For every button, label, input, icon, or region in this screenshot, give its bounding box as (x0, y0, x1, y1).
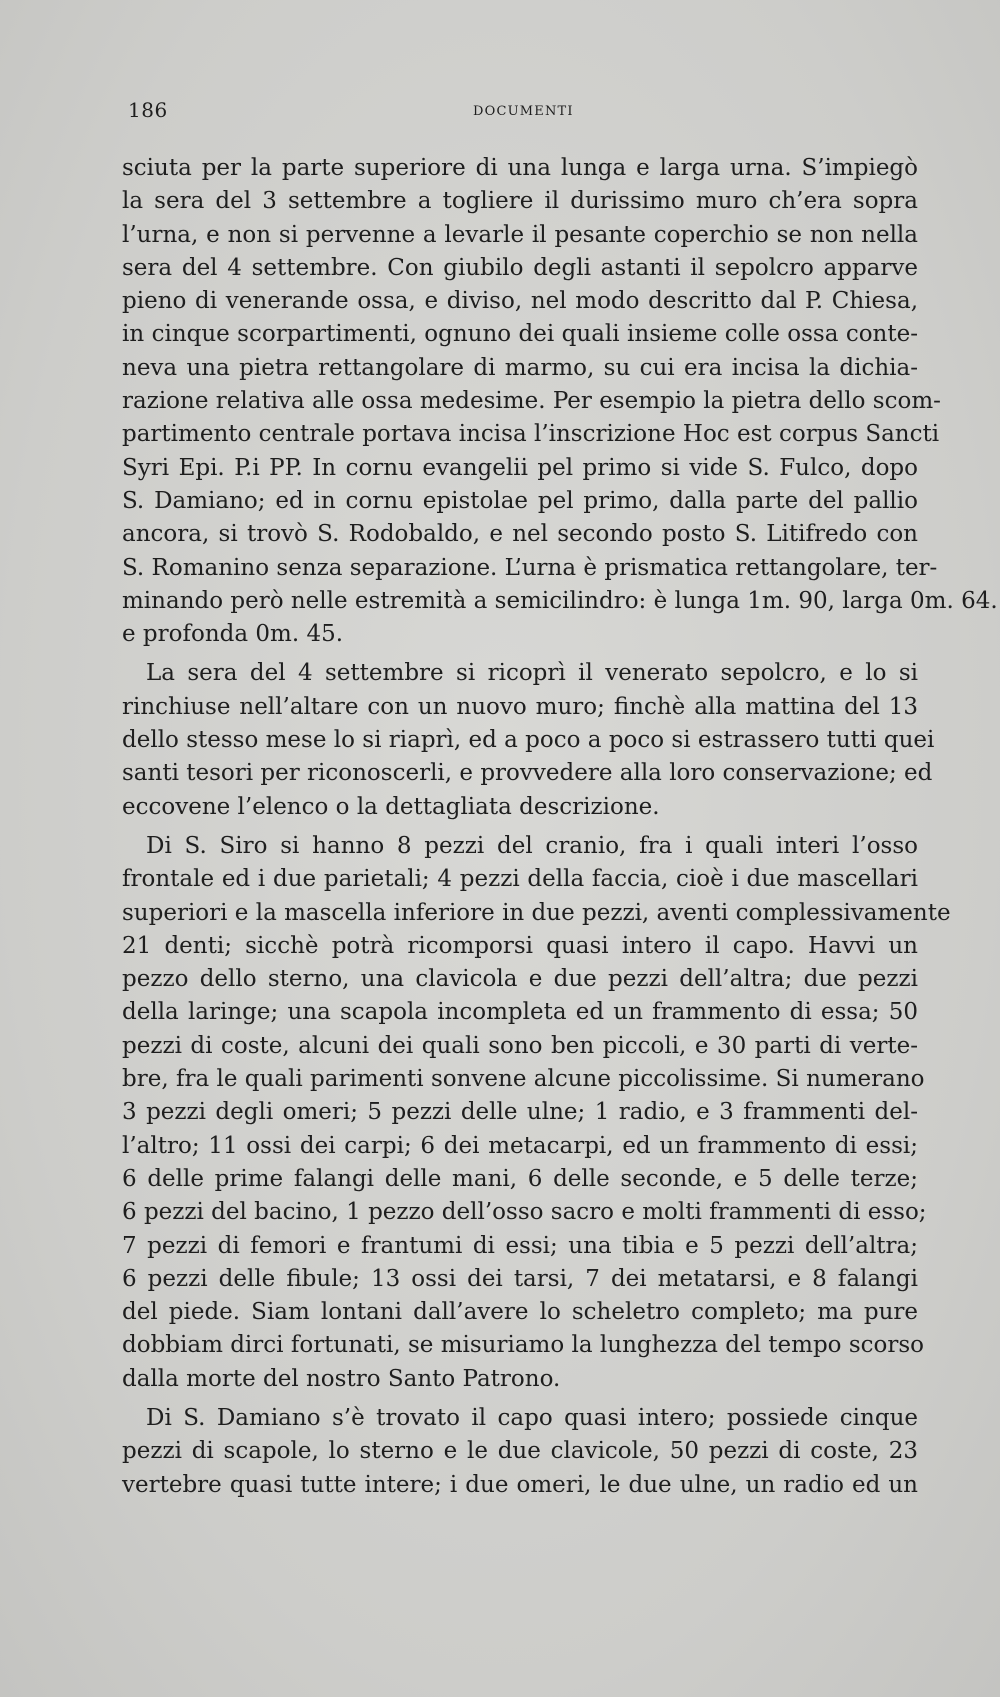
text-line: santi tesori per riconoscerli, e provvedere alla loro conservazione; ed (122, 760, 933, 787)
text-line: dalla morte del nostro Santo Patrono. (122, 1365, 561, 1392)
text-line: S. Romanino senza separazione. L’urna è prismatica rettangolare, ter- (122, 554, 938, 581)
text-line: l’urna, e non si pervenne a levarle il pesante coperchio se non nella (122, 221, 918, 248)
text-line: Di S. Siro si hanno 8 pezzi del cranio, fra i quali interi l’osso (146, 832, 918, 859)
paragraph-3 (122, 830, 951, 1396)
text-line: pezzi di scapole, lo sterno e le due clavicole, 50 pezzi di coste, 23 (122, 1438, 918, 1465)
text-line: eccovene l’elenco o la dettagliata descrizione. (122, 793, 660, 820)
text-line: ancora, si trovò S. Rodobaldo, e nel secondo posto S. Litifredo con (122, 521, 918, 548)
text-line: e profonda 0m. 45. (122, 621, 344, 648)
text-line: sciuta per la parte superiore di una lunga e larga urna. S’impiegò (122, 155, 918, 181)
text-line: 7 pezzi di femori e frantumi di essi; una tibia e 5 pezzi dell’altra; (122, 1232, 918, 1259)
page-number: 186 (128, 98, 168, 122)
text-line: pezzo dello sterno, una clavicola e due pezzi dell’altra; due pezzi (122, 966, 918, 993)
text-line: 6 pezzi delle fibule; 13 ossi dei tarsi, 7 dei metatarsi, e 8 falangi (122, 1265, 918, 1292)
running-head: DOCUMENTI (473, 104, 574, 119)
text-line: dello stesso mese lo si riaprì, ed a poco a poco si estrassero tutti quei (122, 727, 935, 754)
text-line: bre, fra le quali parimenti sonvene alcune piccolissime. Si numerano (122, 1066, 925, 1093)
text-line: minando però nelle estremità a semicilindro: è lunga 1m. 90, larga 0m. 64. (122, 587, 998, 614)
page-header (128, 98, 908, 128)
text-line: la sera del 3 settembre a togliere il durissimo muro ch’era sopra (122, 188, 918, 215)
paragraph-2 (122, 657, 935, 823)
text-line: La sera del 4 settembre si ricoprì il venerato sepolcro, e lo si (146, 660, 918, 687)
text-line: frontale ed i due parietali; 4 pezzi della faccia, cioè i due mascellari (122, 866, 918, 893)
text-line: Syri Epi. P.i PP. In cornu evangelii pel primo si vide S. Fulco, dopo (122, 454, 918, 481)
text-line: l’altro; 11 ossi dei carpi; 6 dei metacarpi, ed un frammento di essi; (122, 1132, 918, 1159)
text-line: neva una pietra rettangolare di marmo, su cui era incisa la dichia- (122, 354, 918, 381)
text-line: pieno di venerande ossa, e diviso, nel modo descritto dal P. Chiesa, (122, 288, 918, 315)
body-text (122, 152, 998, 1502)
text-line: della laringe; una scapola incompleta ed un frammento di essa; 50 (122, 999, 918, 1026)
paragraph-4 (122, 1402, 918, 1502)
text-line: 6 pezzi del bacino, 1 pezzo dell’osso sacro e molti frammenti di esso; (122, 1199, 927, 1226)
text-line: del piede. Siam lontani dall’avere lo scheletro completo; ma pure (122, 1299, 918, 1326)
text-line: Di S. Damiano s’è trovato il capo quasi intero; possiede cinque (146, 1404, 918, 1431)
paragraph-1 (122, 152, 998, 651)
text-line: dobbiam dirci fortunati, se misuriamo la lunghezza del tempo scorso (122, 1332, 925, 1359)
text-line: 21 denti; sicchè potrà ricomporsi quasi intero il capo. Havvi un (122, 932, 918, 959)
text-line: vertebre quasi tutte intere; i due omeri, le due ulne, un radio ed un (122, 1471, 918, 1498)
text-line: S. Damiano; ed in cornu epistolae pel primo, dalla parte del pallio (122, 487, 918, 514)
text-line: sera del 4 settembre. Con giubilo degli astanti il sepolcro apparve (122, 254, 918, 281)
text-line: partimento centrale portava incisa l’inscrizione Hoc est corpus Sancti (122, 421, 940, 448)
text-line: 6 delle prime falangi delle mani, 6 delle seconde, e 5 delle terze; (122, 1165, 918, 1192)
text-line: 3 pezzi degli omeri; 5 pezzi delle ulne; 1 radio, e 3 frammenti del- (122, 1099, 918, 1126)
text-line: razione relativa alle ossa medesime. Per esempio la pietra dello scom- (122, 388, 941, 415)
text-line: rinchiuse nell’altare con un nuovo muro; finchè alla mattina del 13 (122, 693, 918, 720)
text-line: in cinque scorpartimenti, ognuno dei quali insieme colle ossa conte- (122, 321, 918, 348)
text-line: pezzi di coste, alcuni dei quali sono ben piccoli, e 30 parti di verte- (122, 1032, 918, 1059)
text-line: superiori e la mascella inferiore in due pezzi, aventi complessivamente (122, 899, 951, 926)
